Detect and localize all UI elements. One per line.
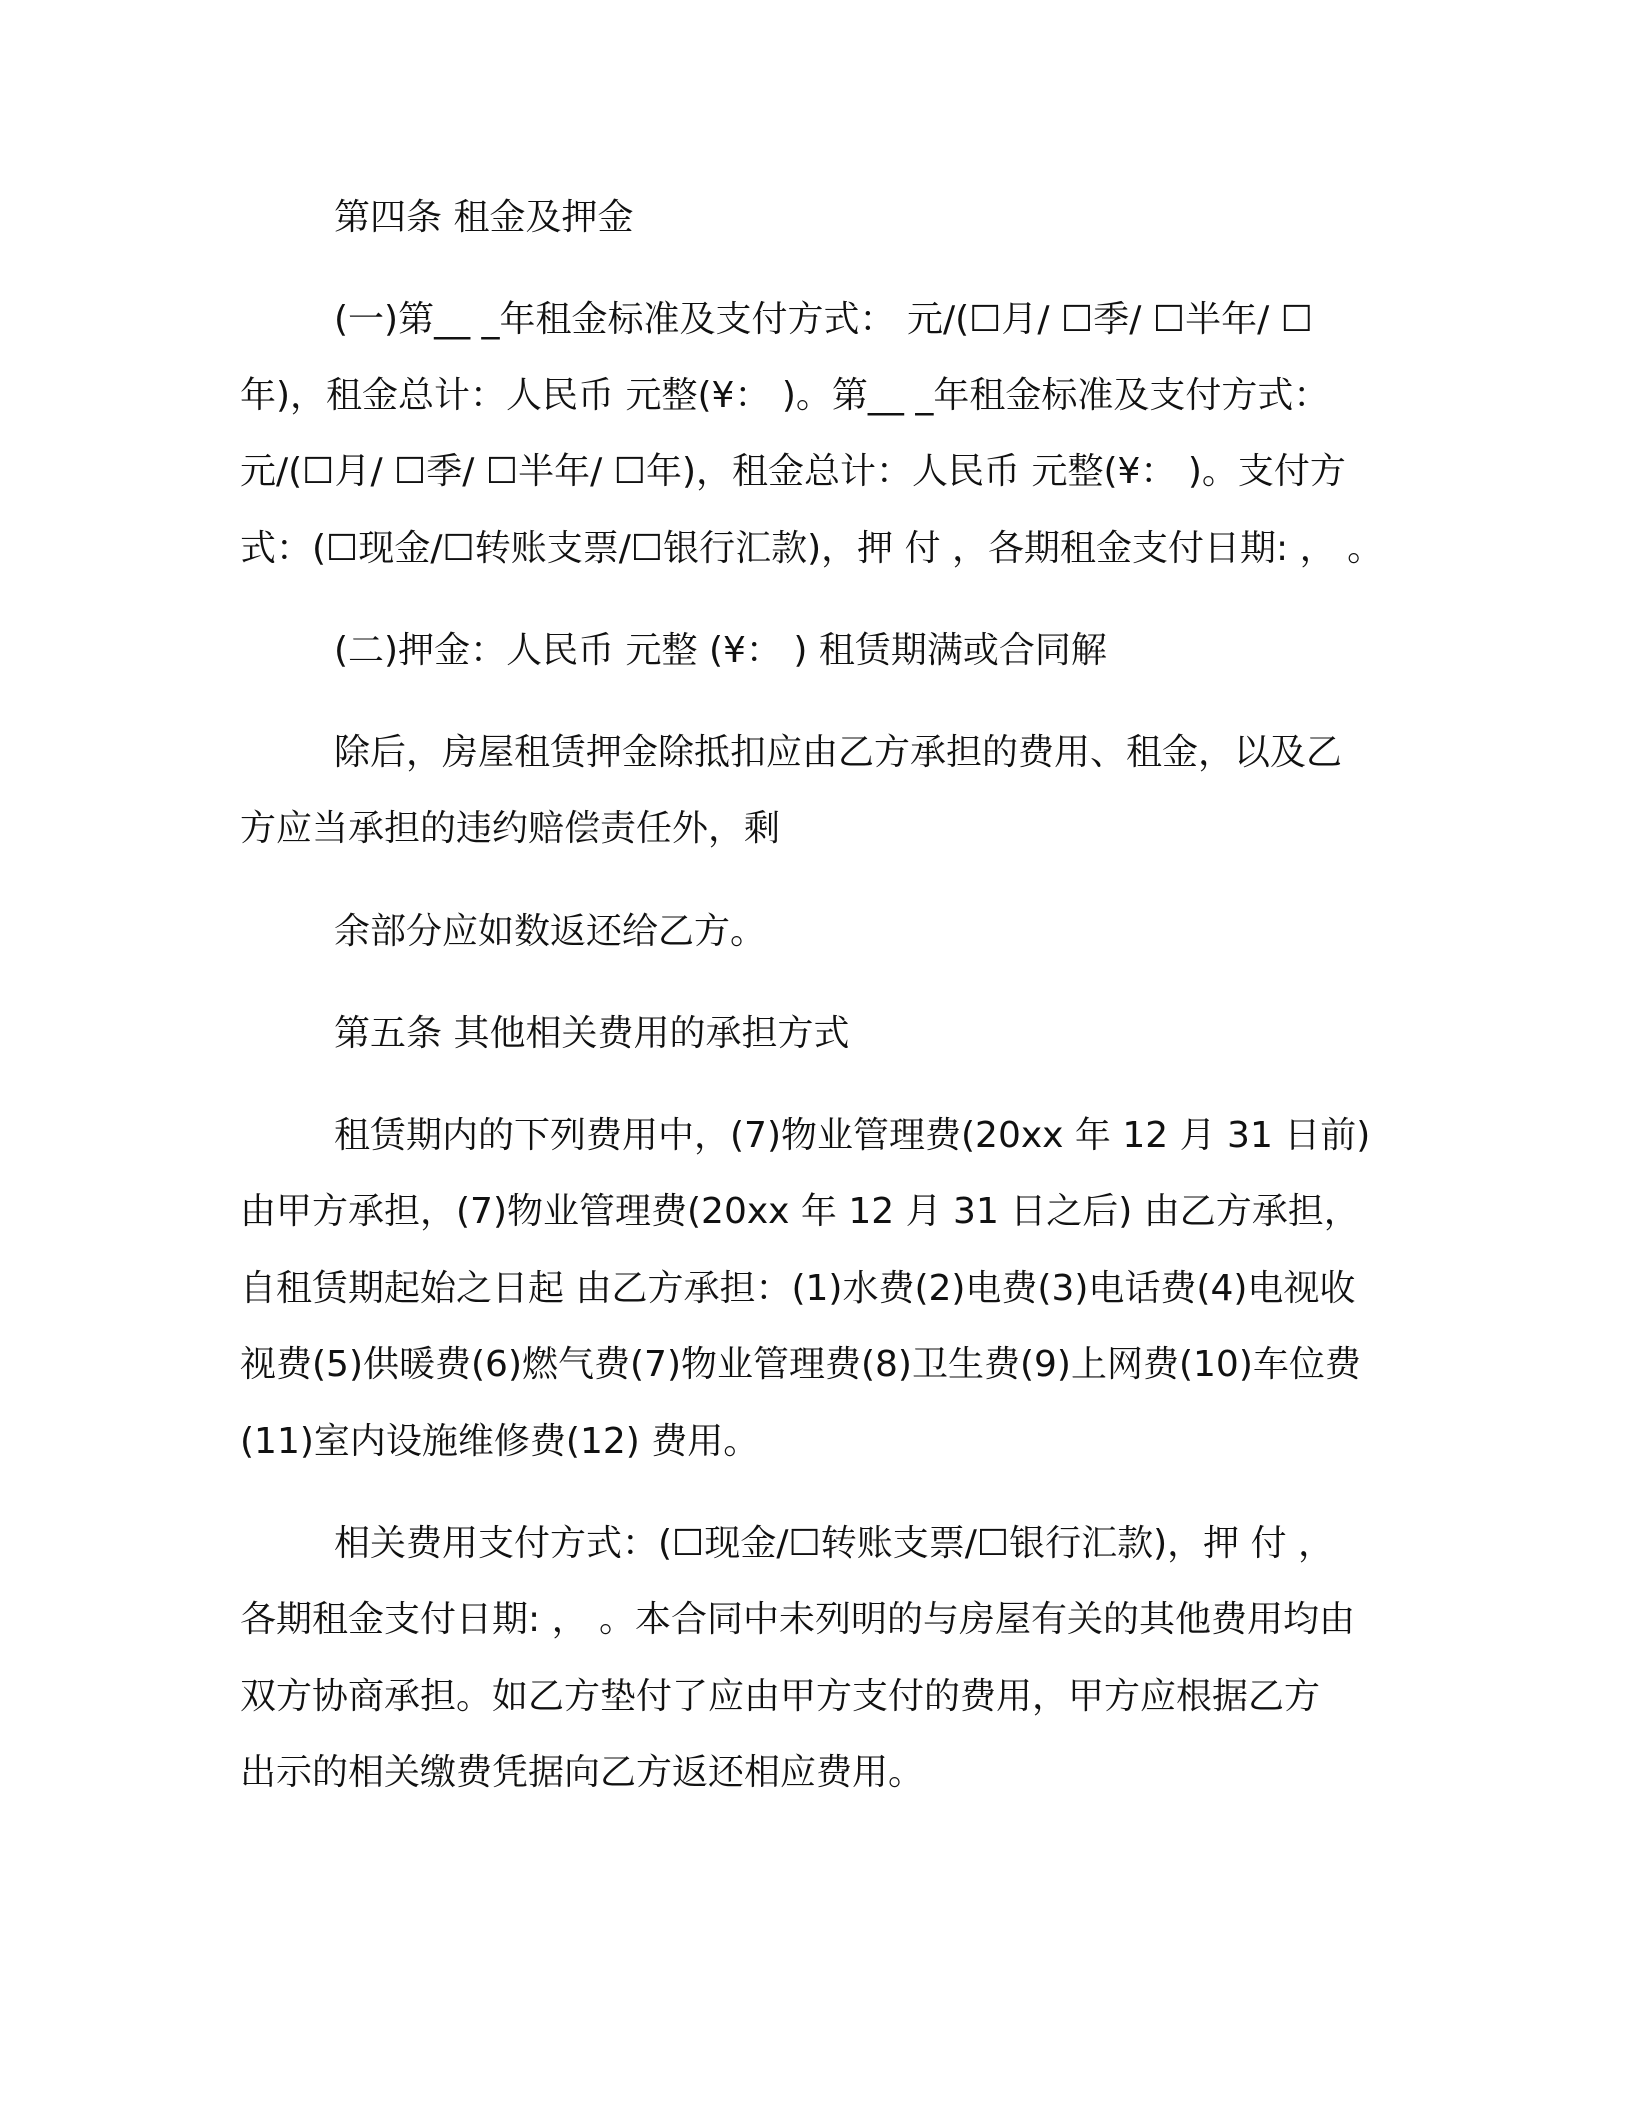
article-4-clause-1-line-4: 式：(☐现金/☐转账支票/☐银行汇款)，押 付 ，各期租金支付日期: ， 。	[240, 528, 1384, 569]
article-5-para-2-line-1: 相关费用支付方式：(☐现金/☐转账支票/☐银行汇款)，押 付 ，	[334, 1523, 1335, 1564]
article-5-para-1-line-4: 视费(5)供暖费(6)燃气费(7)物业管理费(8)卫生费(9)上网费(10)车位费	[240, 1344, 1361, 1385]
article-4-clause-2-cont-line-2: 方应当承担的违约赔偿责任外，剩	[240, 808, 781, 849]
article-4-clause-1-line-2: 年)，租金总计：人民币 元整(¥： )。第__ _年租金标准及支付方式：	[240, 375, 1330, 416]
article-4-clause-1-line-1: (一)第__ _年租金标准及支付方式： 元/(☐月/ ☐季/ ☐半年/ ☐	[334, 299, 1313, 340]
article-5-para-1-line-1: 租赁期内的下列费用中，(7)物业管理费(20xx 年 12 月 31 日前)	[334, 1115, 1371, 1156]
article-5-heading: 第五条 其他相关费用的承担方式	[334, 1013, 850, 1054]
article-5-para-2-line-3: 双方协商承担。如乙方垫付了应由甲方支付的费用，甲方应根据乙方	[240, 1676, 1321, 1717]
article-4-heading: 第四条 租金及押金	[334, 197, 634, 238]
article-4-clause-2-end: 余部分应如数返还给乙方。	[334, 911, 767, 952]
article-4-clause-1-line-3: 元/(☐月/ ☐季/ ☐半年/ ☐年)，租金总计：人民币 元整(¥： )。支付方	[240, 451, 1346, 492]
article-5-para-1-line-5: (11)室内设施维修费(12) 费用。	[240, 1421, 760, 1462]
article-4-clause-2: (二)押金：人民币 元整 (¥： ) 租赁期满或合同解	[334, 630, 1107, 671]
article-5-para-1-line-2: 由甲方承担，(7)物业管理费(20xx 年 12 月 31 日之后) 由乙方承担，	[240, 1191, 1360, 1232]
article-4-clause-2-cont-line-1: 除后，房屋租赁押金除抵扣应由乙方承担的费用、租金，以及乙	[334, 732, 1343, 773]
article-5-para-1-line-3: 自租赁期起始之日起 由乙方承担：(1)水费(2)电费(3)电话费(4)电视收	[240, 1268, 1356, 1309]
article-5-para-2-line-2: 各期租金支付日期: ， 。本合同中未列明的与房屋有关的其他费用均由	[240, 1599, 1356, 1640]
article-5-para-2-line-4: 出示的相关缴费凭据向乙方返还相应费用。	[240, 1752, 925, 1793]
